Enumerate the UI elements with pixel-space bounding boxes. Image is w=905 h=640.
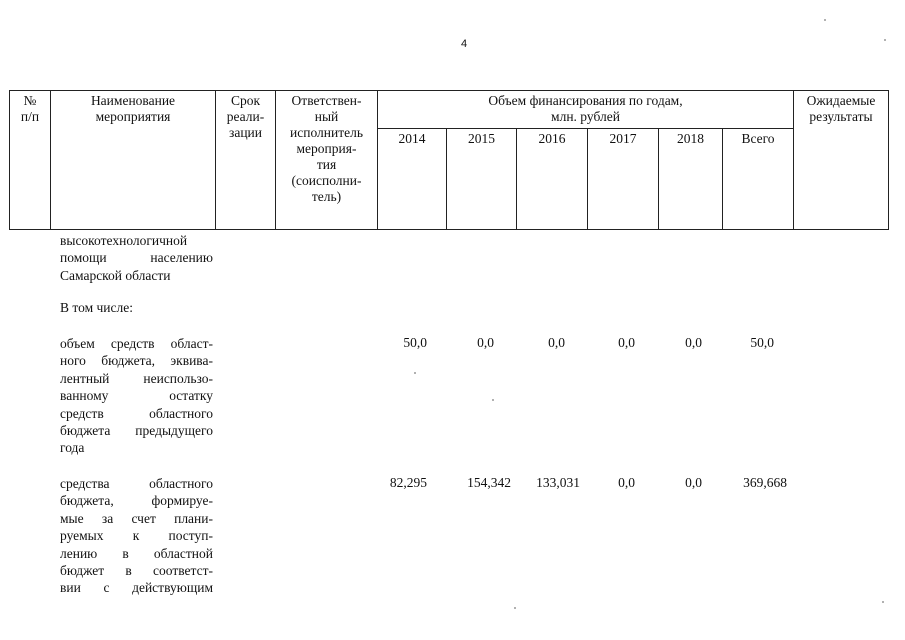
year-2017-header: 2017 [588,128,659,229]
col-responsible-header: Ответствен- ный исполнитель мероприя- тия (соисполни- тель) [276,91,378,230]
including-label: В том числе: [60,300,133,315]
row1-value-total: 50,0 [750,335,774,350]
scan-speck [492,399,494,401]
row2-name: средства областного бюджета, формируе- мые за счет плани- руемых к поступ- лению в областной бюджет в соответст- вии с действующим [60,476,213,596]
row2-value-2015: 154,342 [467,475,511,490]
page-number: 4 [461,38,468,50]
scan-speck [514,607,516,609]
intro-text: высокотехнологичной помощи населению Самарской области [60,233,213,283]
row2-value-2016: 133,031 [536,475,580,490]
row1-value-2017: 0,0 [618,335,635,350]
col-name-header: Наименование мероприятия [51,91,216,230]
row2-value-2017: 0,0 [618,475,635,490]
col-results-header: Ожидаемые результаты [794,91,889,230]
row1-name: объем средств област- ного бюджета, эквива- лентный неиспользо- ванному остатку средств областного бюджета предыдущего года [60,336,213,456]
col-funding-header: Объем финансирования по годам, млн. рублей [378,91,794,129]
row1-value-2016: 0,0 [548,335,565,350]
row1-value-2018: 0,0 [685,335,702,350]
row2-value-2014: 82,295 [389,475,427,490]
year-2018-header: 2018 [659,128,723,229]
col-term-header: Срок реали- зации [216,91,276,230]
col-num-header: № п/п [10,91,51,230]
header-table [9,90,889,230]
scan-speck [884,39,886,41]
year-2016-header: 2016 [517,128,588,229]
scan-speck [824,19,826,21]
year-2015-header: 2015 [447,128,517,229]
scan-speck [882,601,884,603]
row2-value-2018: 0,0 [685,475,702,490]
row1-value-2015: 0,0 [477,335,494,350]
year-2014-header: 2014 [378,128,447,229]
scan-speck [414,372,416,374]
row1-value-2014: 50,0 [403,335,427,350]
row2-value-total: 369,668 [743,475,787,490]
year-total-header: Всего [723,128,794,229]
